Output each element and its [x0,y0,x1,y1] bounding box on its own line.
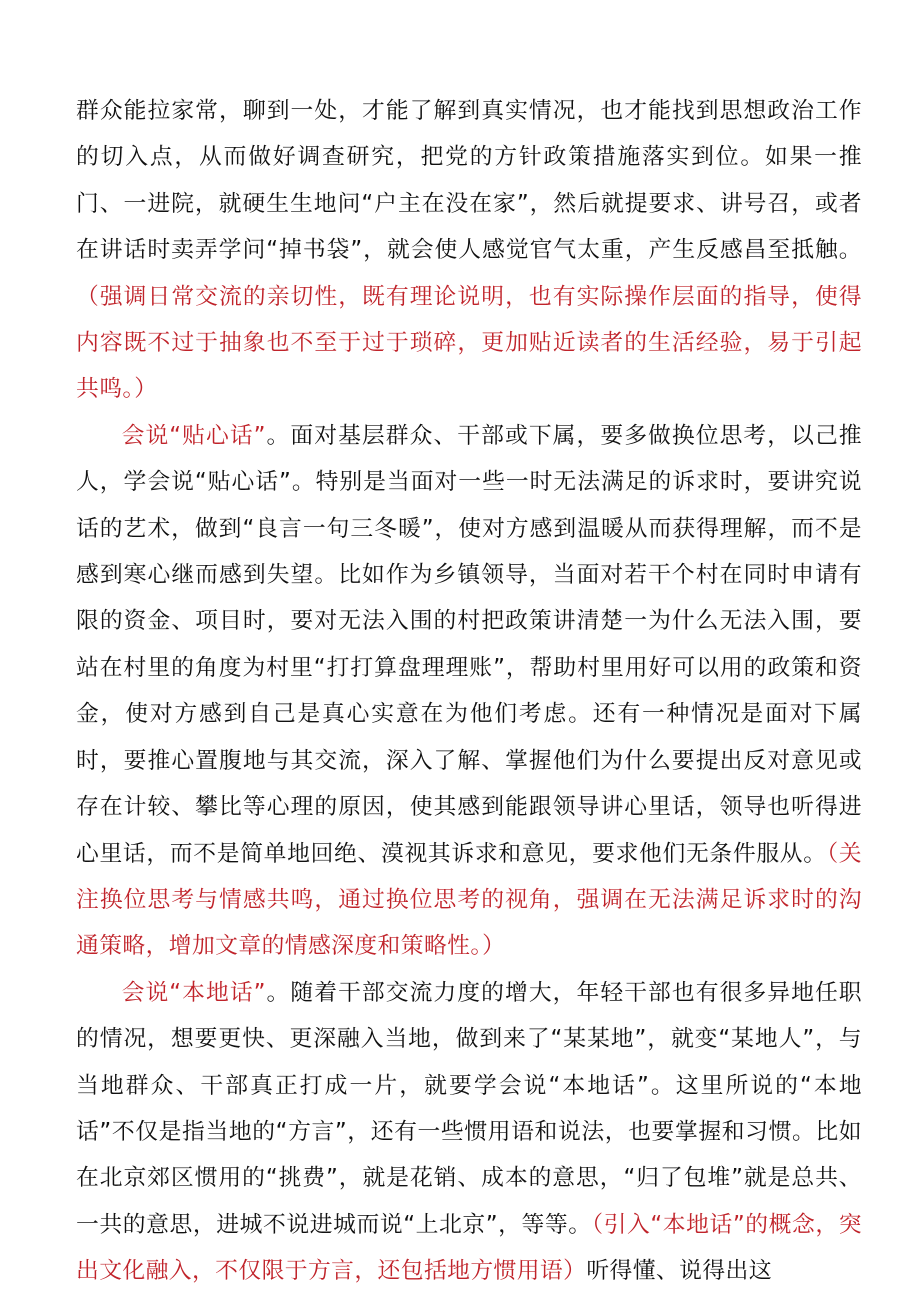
paragraph-2-heading: 会说“贴心话” [121,422,266,449]
paragraph-2 [76,413,862,970]
paragraph-2-text: 。面对基层群众、干部或下属，要多做换位思考，以己推人，学会说“贴心话”。特别是当面对一些一时无法满足的诉求时，要讲究说话的艺术，做到“良言一句三冬暖”，使对方感到温暖从而获得理解，而不是感到寒心继而感到失望。比如作为乡镇领导，当面对若干个村在同时申请有限的资金、项目时，要对无法入围的村把政策讲清楚一为什么无法入围，要站在村里的角度为村里“打打算盘理理账”，帮助村里用好可以用的政策和资金，使对方感到自己是真心实意在为他们考虑。还有一种情况是面对下属时，要推心置腹地与其交流，深入了解、掌握他们为什么要提出反对意见或存在计较、攀比等心理的原因，使其感到能跟领导讲心里话，领导也听得进心里话，而不是简单地回绝、漠视其诉求和意见，要求他们无条件服从。 [76,422,863,867]
paragraph-1 [76,88,862,413]
paragraph-3-annotation: （引入“本地话”的概念，突出文化融入，不仅限于方言，还包括地方惯用语） [76,1211,863,1285]
paragraph-3 [76,970,862,1295]
paragraph-1-annotation: （强调日常交流的亲切性，既有理论说明，也有实际操作层面的指导，使得内容既不过于抽象也不至于过于琐碎，更加贴近读者的生活经验，易于引起共鸣。） [76,283,862,403]
paragraph-3-text: 。随着干部交流力度的增大，年轻干部也有很多异地任职的情况，想要更快、更深融入当地，做到来了“某某地”，就变“某地人”，与当地群众、干部真正打成一片，就要学会说“本地话”。这里所说的“本地话”不仅是指当地的“方言”，还有一些惯用语和说法，也要掌握和习惯。比如在北京郊区惯用的“挑费”，就是花销、成本的意思，“归了包堆”就是总共、一共的意思，进城不说进城而说“上北京”，等等。 [76,979,863,1238]
document-page [76,88,862,1295]
paragraph-3-heading: 会说“本地话” [121,979,266,1006]
paragraph-3-tail: 听得懂、说得出这 [586,1258,772,1285]
paragraph-2-annotation: （关注换位思考与情感共鸣，通过换位思考的视角，强调在无法满足诉求时的沟通策略，增加文章的情感深度和策略性。） [76,840,862,960]
paragraph-1-text: 群众能拉家常，聊到一处，才能了解到真实情况，也才能找到思想政治工作的切入点，从而做好调查研究，把党的方针政策措施落实到位。如果一推门、一进院，就硬生生地问“户主在没在家”，然后就提要求、讲号召，或者在讲话时卖弄学问“掉书袋”，就会使人感觉官气太重，产生反感昌至抵触。 [76,98,862,264]
